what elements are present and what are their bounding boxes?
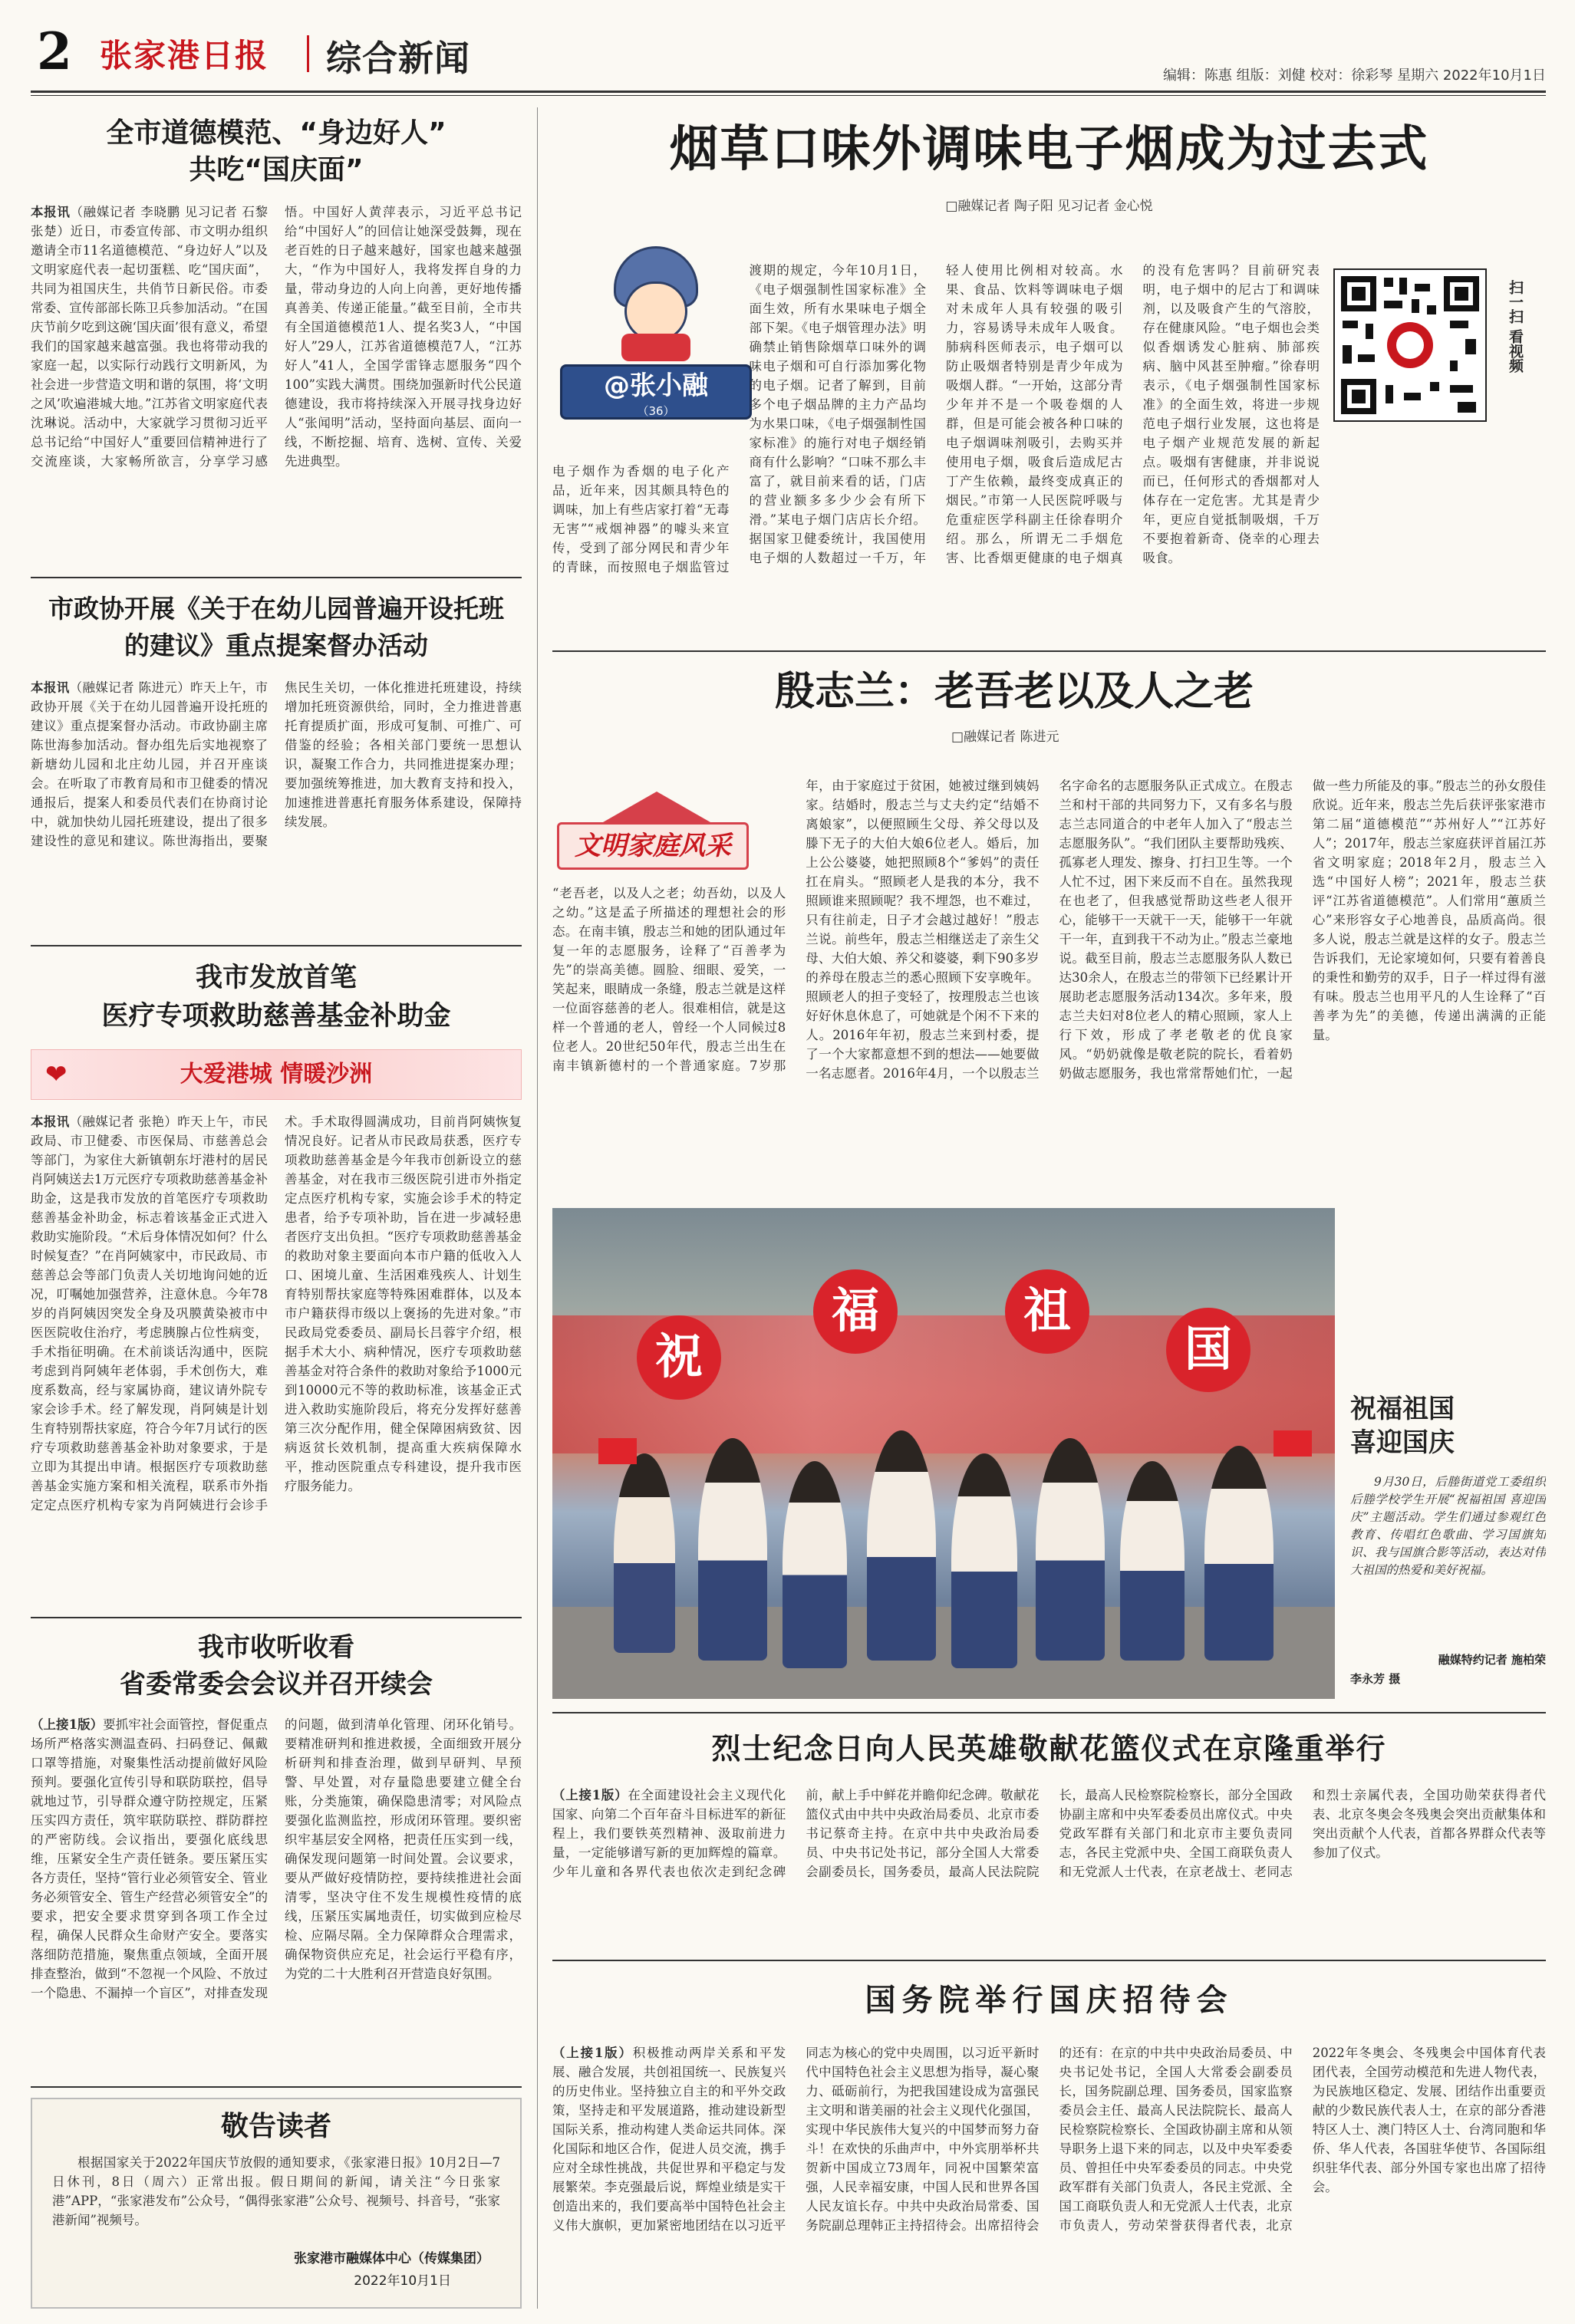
reporter: （融媒记者 陈进元）	[69, 680, 191, 695]
flag	[1274, 1430, 1312, 1457]
banner-text: 大爱港城 情暖沙洲	[180, 1061, 373, 1088]
headline: 殷志兰：老吾老以及人之老	[775, 669, 1254, 715]
caption-title2: 喜迎国庆	[1350, 1427, 1455, 1458]
byline: □融媒记者 陶子阳 见习记者 金心悦	[945, 199, 1153, 214]
dateline: 本报讯	[31, 680, 70, 695]
vertical-rule	[537, 107, 538, 2309]
heart-icon: ❤	[45, 1059, 68, 1090]
student	[698, 1438, 767, 1661]
column-rule	[31, 945, 522, 946]
dateline: （上接1版）	[552, 2046, 633, 2060]
badge-spacer	[552, 261, 730, 462]
reader-notice	[31, 2098, 522, 2309]
student	[614, 1453, 675, 1653]
article-text: 要抓牢社会面管控，督促重点场所严格落实测温查码、扫码登记、佩戴口罩等措施，对聚集性活动提前做好风险预判。要强化宣传引导和联防联控，倡导就地过节，引导群众遵守防控规定，压紧压实四方责任，筑牢联防联控、群防群控的严密防线。会议指出，要强化底线思维，压紧安全生产责任链条。要压紧压实各方责任，坚持“管行业必须管安全、管业务必须管安全、管生产经营必须管安全”的要求，把安全要求贯穿到各项工作全过程，确保人民群众生命财产安全。要落实落细防范措施，聚焦重点领域，全面开展排查整治，做到“不忽视一个风险、不放过一个隐患、不漏掉一个盲区”，对排查发现的问题，做到清单化管理、闭环化销号。要精准研判和推进救援，全面细致开展分析研判和排查治理，做到早研判、早预警、早处置，对存量隐患要建立健全台账，分类施策，确保隐患清零；对风险点要强化监测监控，形成闭环管理。要织密织牢基层安全网格，把责任压实到一线，确保发现问题第一时间处置。会议要求，要从严做好疫情防控，要持续推进社会面清零，坚决守住不发生规模性疫情的底线，压紧压实属地责任，切实做到应检尽检、应隔尽隔。全力保障群众合理需求，确保物资供应充足，社会运行平稳有序，为党的二十大胜利召开营造良好氛围。	[31, 1717, 522, 2000]
page-number: 2	[37, 21, 72, 81]
article-body	[31, 1112, 522, 1595]
headline-line2: 的建议》重点提案督办活动	[124, 630, 428, 660]
article-martyrs-day	[552, 1726, 1546, 1956]
dateline: 本报讯	[31, 1114, 70, 1129]
flag	[598, 1438, 637, 1464]
headline-line2: 省委常委会会议并召开续会	[120, 1669, 433, 1700]
qr-pattern	[1335, 270, 1485, 420]
student	[783, 1461, 847, 1668]
article-moral-models	[31, 115, 522, 568]
headline-line2: 医疗专项救助慈善基金补助金	[101, 1001, 451, 1032]
article-body	[552, 776, 1546, 1190]
masthead	[31, 14, 1546, 91]
photo-char: 祝	[637, 1315, 721, 1400]
reporter: （融媒记者 张艳）	[69, 1114, 178, 1129]
badge-number: （36）	[637, 404, 675, 418]
photo-caption	[1350, 1208, 1546, 1699]
photo-char: 福	[813, 1269, 898, 1354]
badge-box: 文明家庭风采	[557, 822, 749, 870]
masthead-divider	[307, 35, 309, 72]
caption-credit1: 融媒特约记者 施柏荣	[1438, 1653, 1546, 1667]
notice-signature: 张家港市融媒体中心（传媒集团）	[294, 2251, 489, 2266]
headline: 国务院举行国庆招待会	[865, 1983, 1234, 2018]
section-rule	[552, 650, 1546, 652]
student	[1204, 1446, 1274, 1661]
reporter: （融媒记者 李晓鹏 见习记者 石黎 张楚）	[31, 205, 268, 239]
column-rule	[31, 1617, 522, 1618]
qr-code[interactable]	[1333, 268, 1487, 422]
article-body	[552, 1786, 1546, 1947]
article-text: 昨天上午，市民政局、市卫健委、市医保局、市慈善总会等部门，为家住大新镇朝东圩港村的居民肖阿姨送去1万元医疗专项救助慈善基金补助金，这是我市发放的首笔医疗专项救助慈善基金补助金，标志着该基金正式进入救助实施阶段。“术后身体情况如何？什么时候复查？”在肖阿姨家中，市民政局、市慈善总会等部门负责人关切地询问她的近况，叮嘱她加强营养，注意休息。今年78岁的肖阿姨因突发全身及巩膜黄染被市中医医院收住治疗，考虑胰腺占位性病变，手术指征明确。在术前谈话沟通中，医院考虑到肖阿姨年老体弱，手术创伤大，难度系数高，经与家属协商，建议请外院专家会诊手术。经了解发现，肖阿姨是计划生育特别帮扶家庭，符合今年7月试行的医疗专项救助慈善基金补助对象要求，于是立即为其提出申请。根据医疗专项救助慈善基金实施方案和相关流程，联系市外指定定点医疗机构专家为肖阿姨进行会诊手术。手术取得圆满成功，目前肖阿姨恢复情况良好。记者从市民政局获悉，医疗专项救助慈善基金是今年我市创新设立的慈善基金，对在我市三级医院引进市外指定定点医疗机构专家，实施会诊手术的特定患者，给予专项补助，旨在进一步减轻患者医疗支出负担。“医疗专项救助慈善基金的救助对象主要面向本市户籍的低收入人口、困境儿童、生活困难残疾人、计划生育特别帮扶家庭等特殊困难群体，以及本市户籍获得市级以上褒扬的先进对象。”市民政局党委委员、副局长吕蓉宇介绍，根据手术大小、病种情况，医疗专项救助慈善基金对符合条件的救助对象给予1000元到10000元不等的救助标准，该基金正式进入救助实施阶段后，将充分发挥好慈善第三次分配作用，健全保障困病致贫、因病返贫长效机制，提高重大疾病保障水平，推动医院重点专科建设，提升我市医疗服务能力。	[31, 1114, 522, 1513]
article-columns	[552, 261, 1320, 633]
article-text: “老吾老，以及人之老；幼吾幼，以及人之幼。”这是孟子所描述的理想社会的形态。在南丰镇，殷志兰和她的团队通过年复一年的志愿服务，诠释了“百善孝为先”的崇高美德。圆脸、细眼、爱笑，一笑起来，眼睛成一条缝，殷志兰就是这样一位面容慈善的老人。很难相信，就是这样一个普通的老人，曾经一个人同候过8位老人。20世纪50年代，殷志兰出生在南丰镇新德村的一个普通家庭。7岁那年，由于家庭过于贫困，她被过继到姨妈家。结婚时，殷志兰与丈夫约定“结婚不离娘家”，以便照顾生父母、养父母以及滕下无子的大伯大娘6位老人。婚后，加上公公婆婆，她把照顾8个“爹妈”的责任扛在肩头。“照顾老人是我的本分，我不照顾谁来照顾呢？我不埋怨，也不难过，只有往前走，日子才会越过越好！”殷志兰说。前些年，殷志兰相继送走了亲生父母、大伯大娘、养父和婆婆，剩下90多岁的养母在殷志兰的悉心照顾下安享晚年。照顾老人的担子变轻了，按理殷志兰也该好好休息休息了，可她就是个闲不下来的人。2016年年初，殷志兰来到村委，提了一个大家都意想不到的想法——她要做一名志愿者。2016年4月，一个以殷志兰名字命名的志愿服务队正式成立。在殷志兰和村干部的共同努力下，又有多名与殷志兰志同道合的中老年人加入了“殷志兰志愿服务队”。“我们团队主要帮助残疾、孤寡老人理发、擦身、打扫卫生等。一个人忙不过，困下来反而不自在。虽然我现在也老了，但我感觉帮助这些老人很开心，能够干一天就干一天，能够干一年就干一年，直到我干不动为止。”殷志兰豪地说。截至目前，殷志兰志愿服务队人数已达30余人，在殷志兰的带领下已经累计开展助老志愿服务活动134次。多年来，殷志兰夫妇对8位老人的精心照顾，家人上行下效，形成了孝老敬老的优良家风。“奶奶就像是敬老院的院长，看着奶奶做志愿服务，我也常常帮她们忙，一起做一些力所能及的事。”殷志兰的孙女殷佳欣说。近年来，殷志兰先后获评张家港市第二届“道德模范”“苏州好人”“江苏好人”；2017年，殷志兰家庭获评首届江苏省文明家庭；2018年2月，殷志兰入选“中国好人榜”；2021年，殷志兰获评“江苏省道德模范”。人们常用“蕙质兰心”来形容女子心地善良，品质高尚。很多人说，殷志兰就是这样的女子。殷志兰告诉我们，无论家境如何，只要有着善良的秉性和勤劳的双手，日子一样过得有滋有味。殷志兰也用平凡的人生诠释了“百善孝为先”的美德，传递出满满的正能量。	[552, 779, 1546, 1081]
dateline: 本报讯	[31, 205, 71, 219]
article-body	[31, 678, 522, 939]
notice-body: 根据国家关于2022年国庆节放假的通知要求，《张家港日报》10月2日—7日休刊，8日（周六）正常出报。假日期间的新闻，请关注“今日张家港”APP，“张家港发布”公众号，“偶得张家港”公众号、视频号、抖音号，“张家港新闻”视频号。	[52, 2155, 500, 2227]
article-body	[552, 261, 1320, 633]
caption-body: 9月30日，后塍街道党工委组织后塍学校学生开展“祝福祖国 喜迎国庆”主题活动。学生们通过参观红色教育、传唱红色歌曲、学习国旗知识、我与国旗合影等活动，表达对伟大祖国的热爱和美好祝福。	[1350, 1475, 1546, 1577]
article-medical-fund	[31, 959, 522, 1611]
section-rule	[552, 1960, 1546, 1961]
student	[1036, 1438, 1105, 1661]
headline: 烟草口味外调味电子烟成为过去式	[669, 121, 1429, 178]
article-body	[552, 2043, 1546, 2304]
headline-line1: 我市发放首笔	[195, 963, 357, 993]
article-cppcc-proposal	[31, 591, 522, 940]
headline-line1: 市政协开展《关于在幼儿园普遍开设托班	[48, 594, 504, 624]
byline: □融媒记者 陈进元	[951, 729, 1059, 745]
article-text: 电子烟作为香烟的电子化产品，近年来，因其颇具特色的调味，加上有些店家打着“无毒无害”“戒烟神器”的噱头来宣传，受到了部分网民和青少年的青睐，而按照电子烟监管过渡期的规定，今年10月1日，《电子烟强制性国家标准》全面生效，所有水果味电子烟全部下架。《电子烟管理办法》明确禁止销售除烟草口味外的调味电子烟和可自行添加雾化物的电子烟。记者了解到，目前多个电子烟品牌的主力产品均为水果口味，《电子烟强制性国家标准》的施行对电子烟经销商有什么影响？“口味不那么丰富了，就目前来看的话，门店的营业额多多少少会有所下滑。”某电子烟门店店长介绍。据国家卫健委统计，我国使用电子烟的人数超过一千万，年轻人使用比例相对较高。水果、食品、饮料等调味电子烟对未成年人具有较强的吸引力，容易诱导未成年人吸食。肺病科医师表示，电子烟可以防止吸烟者特别是青少年成为吸烟人群。“一开始，这部分青少年并不是一个吸卷烟的人群，但是可能会被各种口味的电子烟调味剂吸引，去购买并使用电子烟，吸食后造成尼古丁产生依赖，最终变成真正的烟民。”市第一人民医院呼吸与危重症医学科副主任徐春明介绍。那么，所谓无二手烟危害、比香烟更健康的电子烟真的没有危害吗？目前研究表明，电子烟中的尼古丁和调味剂，以及吸食产生的气溶胶，存在健康风险。“电子烟也会类似香烟诱发心脏病、肺部疾病、脑中风甚至肿瘤。”徐春明表示，《电子烟强制性国家标准》的全面生效，将进一步规范电子烟行业发展，这也将是电子烟产业规范发展的新起点。吸烟有害健康，并非说说而已，任何形式的香烟都对人体存在一定危害。尤其是青少年，更应自觉抵制吸烟，千万不要抱着新奇、侥幸的心理去吸食。	[552, 263, 1320, 574]
page-meta: 编辑：陈惠 组版：刘健 校对：徐彩琴 星期六 2022年10月1日	[1162, 67, 1546, 84]
badge-name: @张小融	[604, 370, 708, 401]
masthead-rule	[31, 91, 1546, 93]
article-e-cigarette	[552, 115, 1546, 644]
article-text: 近日，市委宣传部、市文明办组织邀请全市11名道德模范、“身边好人”以及文明家庭代表一起切蛋糕、吃“国庆面”，共同为祖国庆生，共俏节日新民俗。市委常委、宣传部部长陈卫兵参加活动。“在国庆节前夕吃到这碗‘国庆面’很有意义，希望我们的国家越来越富强。我也将带动我的家庭一起，以实际行动践行文明新风，为社会进一步营造文明和谐的氛围，将‘文明之风’吹遍港城大地。”江苏省文明家庭代表沈琳说。活动中，大家就学习贯彻习近平总书记给“中国好人”重要回信精神进行了交流座谈，大家畅所欲言，分享学习感悟。中国好人黄萍表示，习近平总书记给“中国好人”的回信让她深受鼓舞，现在老百姓的日子越来越好，国家也越来越强大，“作为中国好人，我将发挥自身的力量，带动身边的人向上向善，更好地传播真善美、传递正能量。”截至目前，全市共有全国道德模范1人、提名奖3人，“中国好人”29人，江苏省道德模范7人，“江苏好人”41人，全国学雷锋志愿服务“四个100”实践大满贯。围绕加强新时代公民道德建设，我市将持续深入开展寻找身边好人“张闻明”活动，坚持面向基层、面向一线，不断挖掘、培育、选树、宣传、关爱先进典型。	[31, 205, 522, 469]
article-yin-zhilan	[552, 661, 1546, 1198]
caption-title1: 祝福祖国	[1350, 1394, 1455, 1424]
dateline: （上接1版）	[31, 1717, 104, 1732]
article-text: 在全面建设社会主义现代化国家、向第二个百年奋斗目标进军的新征程上，我们要铁英烈精神、汲取前进力量，一定能够谱写新的更加辉煌的篇章。少年儿童和各界代表也依次走到纪念碑前，献上手中鲜花并瞻仰纪念碑。敬献花篮仪式由中共中央政治局委员、北京市委书记蔡奇主持。在京中共中央政治局委员、中央书记处书记，部分全国人大常委会副委员长，国务委员，最高人民法院院长，最高人民检察院检察长，部分全国政协副主席和中央军委委员出席仪式。中央党政军群有关部门和北京市主要负责同志，各民主党派中央、全国工商联负责人和无党派人士代表，在京老战士、老同志和烈士亲属代表，全国功勋荣获得者代表、北京冬奥会冬残奥会突出贡献集体和突出贡献个人代表，首都各界群众代表等参加了仪式。	[552, 1788, 1546, 1879]
qr-caption: 扫一扫 看视频	[1507, 280, 1524, 373]
charity-banner	[31, 1049, 522, 1100]
caption-credit2: 李永芳 摄	[1350, 1672, 1401, 1686]
student	[867, 1430, 936, 1661]
section-rule	[552, 1712, 1546, 1713]
article-columns	[552, 776, 1546, 1190]
article-state-reception	[552, 1971, 1546, 2309]
photo-char: 国	[1166, 1308, 1250, 1392]
paper-name: 张家港日报	[100, 37, 269, 74]
national-day-photo	[552, 1208, 1335, 1699]
masthead-rule-thin	[31, 95, 1546, 96]
headline-line1: 我市收听收看	[198, 1632, 354, 1663]
article-body	[31, 202, 522, 567]
article-text: 积极推动两岸关系和平发展、融合发展，共创祖国统一、民族复兴的历史伟业。坚持独立自主的和平外交政策，坚持走和平发展道路，推动建设新型国际关系，推动构建人类命运共同体。深化国际和地区合作，促进人员交流，携手应对全球性挑战，共促世界和平稳定与发展繁荣。李克强最后说，辉煌业绩是实干创造出来的，我们要高举中国特色社会主义伟大旗帜，更加紧密地团结在以习近平同志为核心的党中央周围，以习近平新时代中国特色社会主义思想为指导，凝心聚力、砥砺前行，为把我国建设成为富强民主文明和谐美丽的社会主义现代化强国，实现中华民族伟大复兴的中国梦而努力奋斗！在欢快的乐曲声中，中外宾朋举杯共贺新中国成立73周年，同祝中国繁荣富强，人民幸福安康，中国人民和世界各国人民友谊长存。中共中央政治局常委、国务院副总理韩正主持招待会。出席招待会的还有：在京的中共中央政治局委员、中央书记处书记，全国人大常委会副委员长，国务院副总理、国务委员，国家监察委员会主任、最高人民法院院长、最高人民检察院检察长、全国政协副主席和从领导职务上退下来的同志，以及中央军委委员、曾担任中央军委委员的同志。中央党政军群有关部门负责人，各民主党派、全国工商联负责人和无党派人士代表，北京市负责人，劳动荣誉获得者代表，北京2022年冬奥会、冬残奥会中国体育代表团代表，全国劳动模范和先进人物代表，为民族地区稳定、发展、团结作出重要贡献的少数民族代表人士，在京的部分香港特区人士、澳门特区人士、台湾同胞和华侨、华人代表，各国驻华使节、各国际组织驻华代表、部分外国专家也出席了招待会。	[552, 2046, 1546, 2233]
notice-date: 2022年10月1日	[354, 2273, 451, 2289]
badge-spacer	[552, 776, 786, 884]
column-rule	[31, 577, 522, 578]
dateline: （上接1版）	[552, 1788, 628, 1802]
notice-title: 敬告读者	[220, 2111, 331, 2142]
article-text: 昨天上午，市政协开展《关于在幼儿园普遍开设托班的建议》重点提案督办活动。市政协副主席陈世海参加活动。督办组先后实地视察了新塘幼儿园和北庄幼儿园，并召开座谈会。在听取了市教育局和市卫健委的情况通报后，提案人和委员代表们在协商讨论中，就加快幼儿园托班建设，提出了很多建设性的意见和建议。陈世海指出，要聚焦民生关切，一体化推进托班建设，持续增加托班资源供给，同时，全力推进普惠托育提质扩面，形成可复制、可推广、可借鉴的经验；各相关部门要统一思想认识，凝聚工作合力，共同推进提案办理；要加强统筹推进，加大教育支持和投入，加速推进普惠托育服务体系建设，保障持续发展。	[31, 680, 522, 848]
student	[951, 1453, 1017, 1668]
photo-char: 祖	[1005, 1269, 1089, 1354]
student	[1120, 1461, 1185, 1661]
headline-line1: 全市道德模范、“身边好人”	[106, 117, 446, 149]
headline-line2: 共吃“国庆面”	[189, 154, 364, 186]
headline: 烈士纪念日向人民英雄敬献花篮仪式在京隆重举行	[711, 1732, 1387, 1766]
section-title: 综合新闻	[326, 38, 470, 79]
column-rule	[31, 2086, 522, 2088]
article-body	[31, 1715, 522, 2075]
article-provincial-meeting	[31, 1629, 522, 2082]
